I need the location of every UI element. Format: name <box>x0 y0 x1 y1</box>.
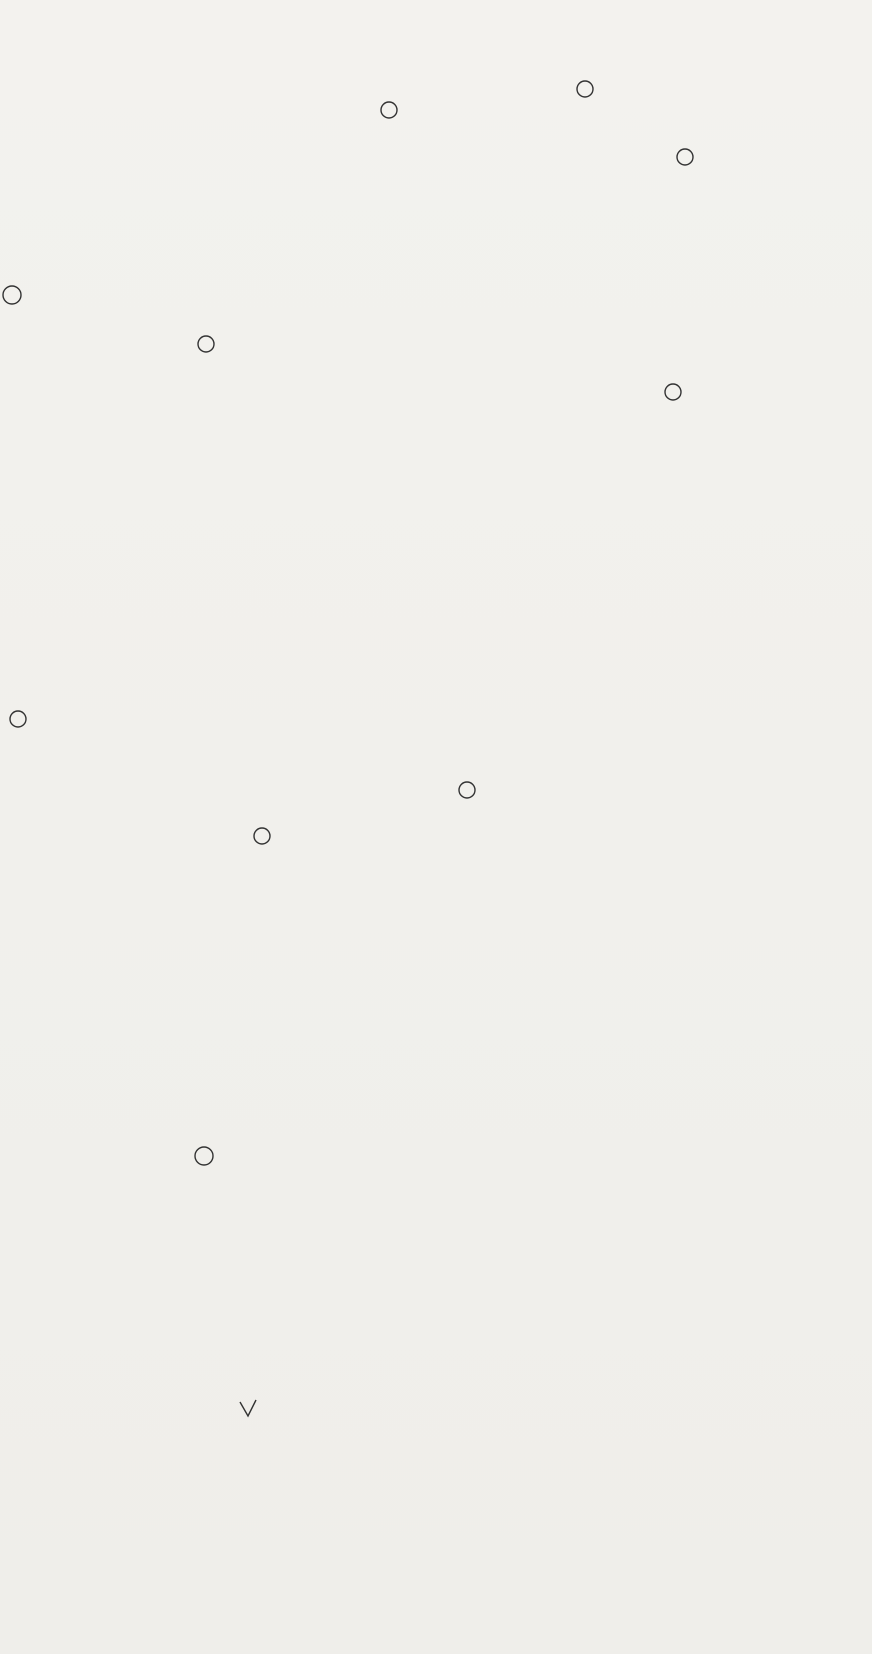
answer-circle-mark <box>198 336 214 352</box>
answer-circle-mark <box>3 286 21 304</box>
answer-circle-mark <box>665 384 681 400</box>
answer-circle-mark <box>195 1147 213 1165</box>
answer-circle-mark <box>577 81 593 97</box>
answer-circle-mark <box>677 149 693 165</box>
answer-circle-mark <box>381 102 397 118</box>
answer-check-mark <box>240 1400 256 1416</box>
answer-circle-mark <box>459 782 475 798</box>
answer-circle-mark <box>10 711 26 727</box>
answer-circle-mark <box>254 828 270 844</box>
